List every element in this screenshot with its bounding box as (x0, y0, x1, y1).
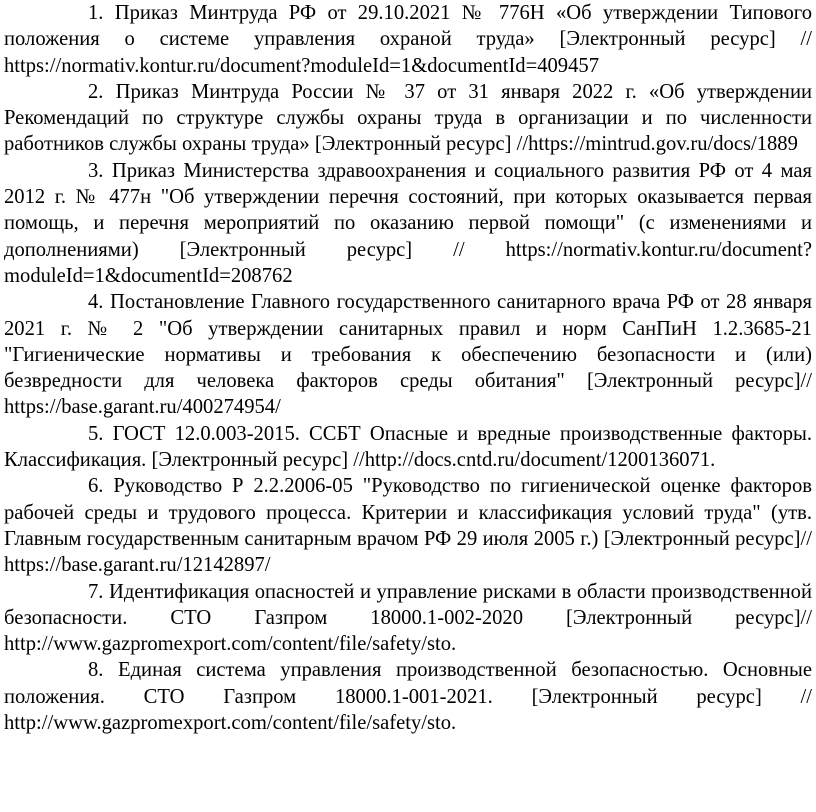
reference-url: //https://mintrud.gov.ru/docs/1889 (516, 133, 798, 156)
reference-text: Единая система управления производственной безопасностью. Основные положения. СТО Газпром 18000.1-001-2021. [Электронный ресурс] // (4, 659, 812, 708)
reference-url: https://normativ.kontur.ru/document?moduleId=1&documentId=208762 (4, 238, 812, 287)
reference-item (4, 0, 812, 79)
reference-number: 1. (88, 2, 104, 24)
reference-number: 7. (88, 580, 104, 603)
reference-url: https://base.garant.ru/12142897/ (4, 554, 271, 577)
reference-number: 6. (88, 475, 104, 498)
reference-text: Руководство Р 2.2.2006-05 "Руководство по гигиенической оценке факторов рабочей среды и трудового процесса. Критерии и классификация условий труда" (утв. Главным государственным санитарным врачом РФ 29 июля 2005 г.) [Электронный ресурс]// (4, 475, 813, 550)
reference-url: http://docs.cntd.ru/document/1200136071. (364, 449, 716, 472)
reference-number: 2. (88, 80, 104, 103)
reference-number: 4. (88, 291, 104, 314)
reference-item (4, 657, 812, 736)
reference-url: https://base.garant.ru/400274954/ (4, 396, 281, 419)
reference-url: http://www.gazpromexport.com/content/file/safety/sto. (4, 712, 457, 735)
reference-item (4, 579, 812, 658)
reference-item (4, 473, 812, 578)
reference-text: Постановление Главного государственного санитарного врача РФ от 28 января 2021 г. № 2 "Об утверждении санитарных правил и норм СанПиН 1.2.3685-21 "Гигиенические нормативы и требования к обеспечению безопасности и (или) безвредности для человека факторов среды обитания" [Электронный ресурс]// (4, 291, 812, 393)
reference-number: 5. (88, 422, 104, 445)
reference-url: https://normativ.kontur.ru/document?moduleId=1&documentId=409457 (4, 54, 599, 77)
reference-list (4, 0, 812, 736)
reference-text: ГОСТ 12.0.003-2015. ССБТ Опасные и вредные производственные факторы. Классификация. [Электронный ресурс] // (4, 422, 812, 472)
reference-text: Приказ Минтруда России № 37 от 31 января 2022 г. «Об утверждении Рекомендаций по структуре службы охраны труда в организации и по численности работников службы охраны труда» [Электронный ресурс] (4, 80, 812, 156)
reference-item (4, 289, 812, 420)
reference-url: http://www.gazpromexport.com/content/file/safety/sto. (4, 633, 457, 656)
reference-text: Приказ Минтруда РФ от 29.10.2021 № 776Н «Об утверждении Типового положения о системе управления охраной труда» [Электронный ресурс] // (4, 2, 812, 51)
reference-number: 3. (88, 159, 104, 182)
reference-item (4, 79, 812, 158)
reference-item (4, 158, 812, 289)
reference-number: 8. (88, 659, 104, 682)
reference-text: Приказ Министерства здравоохранения и социального развития РФ от 4 мая 2012 г. № 477н "Об утверждении перечня состояний, при которых оказывается первая помощь, и перечня мероприятий по оказанию первой помощи" (с изменениями и дополнениями) [Электронный ресурс] // (4, 159, 812, 261)
reference-item (4, 421, 812, 474)
reference-text: Идентификация опасностей и управление рисками в области производственной безопасности. СТО Газпром 18000.1-002-2020 [Электронный ресурс]// (4, 580, 812, 629)
